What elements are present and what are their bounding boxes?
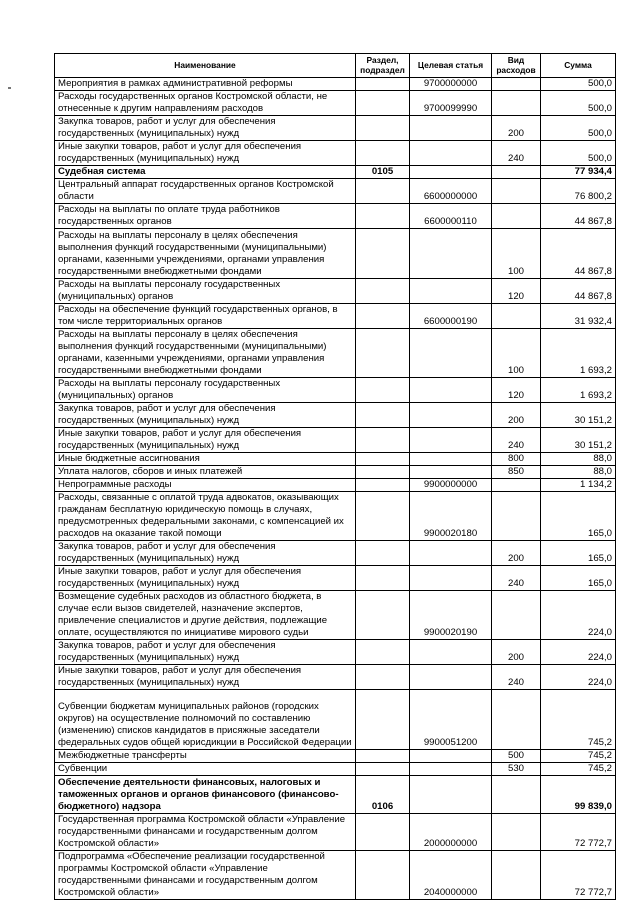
table-row — [55, 640, 616, 665]
table-row — [55, 279, 616, 304]
row-sum-cell: 88,0 — [541, 466, 616, 479]
table-row — [55, 690, 616, 750]
row-sum-cell: 99 839,0 — [541, 776, 616, 814]
row-sum-cell: 500,0 — [541, 116, 616, 141]
row-section-cell — [356, 750, 410, 763]
row-expense-type-cell: 500 — [492, 750, 541, 763]
table-row — [55, 141, 616, 166]
table-row — [55, 750, 616, 763]
row-target-article-cell — [410, 665, 492, 690]
row-name-cell: Иные бюджетные ассигнования — [55, 453, 356, 466]
row-target-article-cell — [410, 229, 492, 279]
row-name-cell: Закупка товаров, работ и услуг для обеспечения государственных (муниципальных) нужд — [55, 116, 356, 141]
row-section-cell — [356, 763, 410, 776]
row-sum-cell: 1 693,2 — [541, 329, 616, 378]
row-expense-type-cell: 850 — [492, 466, 541, 479]
row-expense-type-cell — [492, 304, 541, 329]
row-name-cell: Иные закупки товаров, работ и услуг для обеспечения государственных (муниципальных) нужд — [55, 665, 356, 690]
row-section-cell — [356, 279, 410, 304]
row-section-cell — [356, 229, 410, 279]
row-name-cell: Иные закупки товаров, работ и услуг для обеспечения государственных (муниципальных) нужд — [55, 428, 356, 453]
row-name-cell: Расходы, связанные с оплатой труда адвокатов, оказывающих гражданам бесплатную юридическую помощь в случаях, предусмотренных федеральными законами, с компенсацией их расходов на оказание такой помощи — [55, 492, 356, 541]
row-sum-cell: 76 800,2 — [541, 179, 616, 204]
row-target-article-cell — [410, 776, 492, 814]
row-expense-type-cell: 120 — [492, 279, 541, 304]
row-section-cell — [356, 78, 410, 91]
table-row — [55, 91, 616, 116]
row-sum-cell: 77 934,4 — [541, 166, 616, 179]
row-expense-type-cell: 240 — [492, 566, 541, 591]
row-target-article-cell: 9900020180 — [410, 492, 492, 541]
table-row — [55, 403, 616, 428]
row-expense-type-cell: 200 — [492, 116, 541, 141]
row-target-article-cell — [410, 166, 492, 179]
row-section-cell — [356, 329, 410, 378]
table-row — [55, 304, 616, 329]
row-section-cell — [356, 541, 410, 566]
row-expense-type-cell: 200 — [492, 403, 541, 428]
row-sum-cell: 30 151,2 — [541, 403, 616, 428]
row-expense-type-cell — [492, 204, 541, 229]
row-expense-type-cell — [492, 166, 541, 179]
row-expense-type-cell — [492, 91, 541, 116]
row-sum-cell: 224,0 — [541, 591, 616, 640]
table-row — [55, 851, 616, 900]
table-row — [55, 378, 616, 403]
table-row — [55, 665, 616, 690]
table-row — [55, 453, 616, 466]
table-row — [55, 428, 616, 453]
table-row — [55, 166, 616, 179]
row-name-cell: Закупка товаров, работ и услуг для обеспечения государственных (муниципальных) нужд — [55, 640, 356, 665]
row-section-cell — [356, 591, 410, 640]
row-section-cell: 0106 — [356, 776, 410, 814]
row-expense-type-cell — [492, 690, 541, 750]
row-sum-cell: 745,2 — [541, 690, 616, 750]
row-target-article-cell — [410, 541, 492, 566]
row-sum-cell: 1 693,2 — [541, 378, 616, 403]
row-name-cell: Возмещение судебных расходов из областного бюджета, в случае если вызов свидетелей, назначение экспертов, привлечение специалистов и другие действия, подлежащие оплате, осуществляются по инициативе мирового судьи — [55, 591, 356, 640]
row-target-article-cell: 6600000110 — [410, 204, 492, 229]
row-sum-cell: 1 134,2 — [541, 479, 616, 492]
row-name-cell: Межбюджетные трансферты — [55, 750, 356, 763]
row-name-cell: Субвенции бюджетам муниципальных районов (городских округов) на осуществление полномочий по составлению (изменению) списков кандидатов в присяжные заседатели федеральных судов общей юрисдикции в Российской Федерации — [55, 690, 356, 750]
row-name-cell: Подпрограмма «Обеспечение реализации государственной программы Костромской области «Управление государственными финансами и государственным долгом Костромской области» — [55, 851, 356, 900]
row-name-cell: Уплата налогов, сборов и иных платежей — [55, 466, 356, 479]
row-sum-cell: 745,2 — [541, 750, 616, 763]
row-target-article-cell — [410, 640, 492, 665]
row-expense-type-cell: 240 — [492, 141, 541, 166]
row-target-article-cell — [410, 141, 492, 166]
row-name-cell: Расходы на выплаты персоналу в целях обеспечения выполнения функций государственными (муниципальными) органами, казенными учреждениями, органами управления государственными внебюджетными фондами — [55, 229, 356, 279]
row-expense-type-cell: 200 — [492, 640, 541, 665]
row-target-article-cell — [410, 329, 492, 378]
row-target-article-cell: 9700099990 — [410, 91, 492, 116]
row-target-article-cell: 6600000190 — [410, 304, 492, 329]
row-target-article-cell — [410, 466, 492, 479]
row-target-article-cell — [410, 116, 492, 141]
header-name: Наименование — [55, 54, 356, 78]
row-sum-cell: 72 772,7 — [541, 851, 616, 900]
row-sum-cell: 224,0 — [541, 640, 616, 665]
row-name-cell: Центральный аппарат государственных органов Костромской области — [55, 179, 356, 204]
row-section-cell — [356, 141, 410, 166]
row-name-cell: Закупка товаров, работ и услуг для обеспечения государственных (муниципальных) нужд — [55, 403, 356, 428]
table-body — [55, 78, 616, 900]
row-name-cell: Расходы на обеспечение функций государственных органов, в том числе территориальных органов — [55, 304, 356, 329]
row-name-cell: Обеспечение деятельности финансовых, налоговых и таможенных органов и органов финансового (финансово-бюджетного) надзора — [55, 776, 356, 814]
table-row — [55, 814, 616, 851]
row-expense-type-cell: 240 — [492, 665, 541, 690]
row-target-article-cell — [410, 378, 492, 403]
row-target-article-cell — [410, 750, 492, 763]
row-expense-type-cell: 100 — [492, 329, 541, 378]
table-row — [55, 776, 616, 814]
row-name-cell: Мероприятия в рамках административной реформы — [55, 78, 356, 91]
row-target-article-cell: 2040000000 — [410, 851, 492, 900]
table-row — [55, 763, 616, 776]
scan-speck — [8, 87, 11, 89]
table-row — [55, 116, 616, 141]
row-expense-type-cell — [492, 776, 541, 814]
row-section-cell — [356, 466, 410, 479]
row-sum-cell: 44 867,8 — [541, 229, 616, 279]
row-section-cell — [356, 690, 410, 750]
table-header-row — [55, 54, 616, 78]
table-row — [55, 492, 616, 541]
row-expense-type-cell — [492, 851, 541, 900]
row-target-article-cell — [410, 403, 492, 428]
table-row — [55, 479, 616, 492]
row-name-cell: Иные закупки товаров, работ и услуг для обеспечения государственных (муниципальных) нужд — [55, 566, 356, 591]
header-expense-type: Вид расходов — [492, 54, 541, 78]
row-sum-cell: 165,0 — [541, 566, 616, 591]
row-target-article-cell — [410, 566, 492, 591]
row-sum-cell: 88,0 — [541, 453, 616, 466]
row-sum-cell: 500,0 — [541, 78, 616, 91]
row-section-cell — [356, 378, 410, 403]
row-expense-type-cell: 530 — [492, 763, 541, 776]
row-sum-cell: 44 867,8 — [541, 279, 616, 304]
header-section: Раздел, подраздел — [356, 54, 410, 78]
row-target-article-cell: 9700000000 — [410, 78, 492, 91]
row-section-cell — [356, 204, 410, 229]
row-target-article-cell: 6600000000 — [410, 179, 492, 204]
row-expense-type-cell — [492, 492, 541, 541]
row-name-cell: Непрограммные расходы — [55, 479, 356, 492]
row-sum-cell: 30 151,2 — [541, 428, 616, 453]
row-expense-type-cell: 240 — [492, 428, 541, 453]
row-name-cell: Государственная программа Костромской области «Управление государственными финансами и государственным долгом Костромской области» — [55, 814, 356, 851]
row-expense-type-cell: 800 — [492, 453, 541, 466]
row-sum-cell: 500,0 — [541, 91, 616, 116]
row-target-article-cell — [410, 453, 492, 466]
row-name-cell: Расходы на выплаты персоналу в целях обеспечения выполнения функций государственными (муниципальными) органами, казенными учреждениями, органами управления государственными внебюджетными фондами — [55, 329, 356, 378]
table-row — [55, 204, 616, 229]
row-section-cell — [356, 453, 410, 466]
table-row — [55, 329, 616, 378]
row-target-article-cell — [410, 763, 492, 776]
row-sum-cell: 224,0 — [541, 665, 616, 690]
row-sum-cell: 31 932,4 — [541, 304, 616, 329]
row-target-article-cell: 9900051200 — [410, 690, 492, 750]
row-target-article-cell: 2000000000 — [410, 814, 492, 851]
row-sum-cell: 165,0 — [541, 492, 616, 541]
row-sum-cell: 745,2 — [541, 763, 616, 776]
row-section-cell — [356, 851, 410, 900]
table-row — [55, 541, 616, 566]
row-name-cell: Судебная система — [55, 166, 356, 179]
row-target-article-cell — [410, 428, 492, 453]
row-expense-type-cell: 120 — [492, 378, 541, 403]
row-section-cell — [356, 116, 410, 141]
row-section-cell: 0105 — [356, 166, 410, 179]
row-expense-type-cell: 100 — [492, 229, 541, 279]
row-section-cell — [356, 814, 410, 851]
row-name-cell: Расходы на выплаты персоналу государственных (муниципальных) органов — [55, 378, 356, 403]
row-section-cell — [356, 304, 410, 329]
header-target-article: Целевая статья — [410, 54, 492, 78]
row-sum-cell: 44 867,8 — [541, 204, 616, 229]
row-section-cell — [356, 492, 410, 541]
table-row — [55, 179, 616, 204]
row-name-cell: Субвенции — [55, 763, 356, 776]
header-sum: Сумма — [541, 54, 616, 78]
row-section-cell — [356, 665, 410, 690]
row-expense-type-cell: 200 — [492, 541, 541, 566]
row-expense-type-cell — [492, 179, 541, 204]
row-name-cell: Закупка товаров, работ и услуг для обеспечения государственных (муниципальных) нужд — [55, 541, 356, 566]
row-expense-type-cell — [492, 479, 541, 492]
row-expense-type-cell — [492, 591, 541, 640]
row-sum-cell: 500,0 — [541, 141, 616, 166]
row-section-cell — [356, 479, 410, 492]
row-name-cell: Расходы государственных органов Костромской области, не отнесенные к другим направлениям расходов — [55, 91, 356, 116]
row-target-article-cell: 9900000000 — [410, 479, 492, 492]
row-sum-cell: 72 772,7 — [541, 814, 616, 851]
row-target-article-cell: 9900020190 — [410, 591, 492, 640]
row-name-cell: Расходы на выплаты по оплате труда работников государственных органов — [55, 204, 356, 229]
row-name-cell: Иные закупки товаров, работ и услуг для обеспечения государственных (муниципальных) нужд — [55, 141, 356, 166]
row-section-cell — [356, 403, 410, 428]
row-section-cell — [356, 91, 410, 116]
table-row — [55, 566, 616, 591]
row-section-cell — [356, 179, 410, 204]
row-expense-type-cell — [492, 78, 541, 91]
row-sum-cell: 165,0 — [541, 541, 616, 566]
row-section-cell — [356, 428, 410, 453]
row-target-article-cell — [410, 279, 492, 304]
table-row — [55, 466, 616, 479]
row-section-cell — [356, 566, 410, 591]
table-row — [55, 229, 616, 279]
row-name-cell: Расходы на выплаты персоналу государственных (муниципальных) органов — [55, 279, 356, 304]
table-row — [55, 591, 616, 640]
row-section-cell — [356, 640, 410, 665]
table-row — [55, 78, 616, 91]
budget-table — [54, 53, 616, 900]
row-expense-type-cell — [492, 814, 541, 851]
